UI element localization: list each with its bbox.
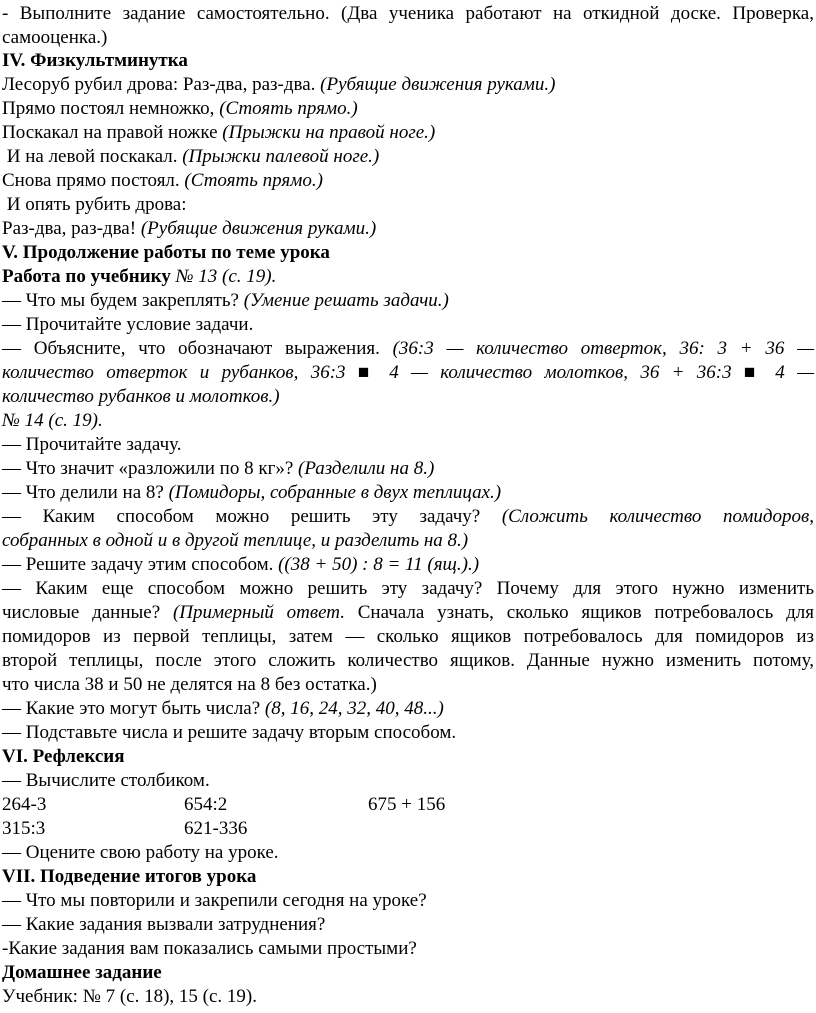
line-text: — Подставьте числа и решите задачу вторым способом. bbox=[2, 722, 457, 743]
calc-expression: 315:3 bbox=[2, 818, 46, 839]
line-text: И опять рубить дрова: bbox=[2, 194, 187, 215]
text-line bbox=[2, 505, 814, 529]
italic-text: (Стоять прямо.) bbox=[184, 170, 323, 191]
line-text: -Какие задания вам показались самыми простыми? bbox=[2, 938, 417, 959]
calc-expression: 264-3 bbox=[2, 794, 47, 815]
line-text: — Решите задачу этим способом. bbox=[2, 554, 279, 575]
heading-text: VII. Подведение итогов урока bbox=[2, 866, 257, 887]
italic-text: (Разделили на 8.) bbox=[298, 458, 435, 479]
italic-text: (Рубящие движения руками.) bbox=[320, 74, 556, 95]
line-text: Прямо постоял немножко, bbox=[2, 98, 220, 119]
text-line bbox=[2, 913, 814, 937]
text-line bbox=[2, 937, 814, 961]
line-text: — Объясните, что обозначают выражения. bbox=[2, 338, 393, 359]
calc-expression: 675 + 156 bbox=[368, 794, 446, 815]
calc-expression: 654:2 bbox=[184, 794, 228, 815]
text-line bbox=[2, 289, 814, 313]
heading-text: IV. Физкультминутка bbox=[2, 50, 188, 71]
italic-text: количество рубанков и молотков.) bbox=[2, 386, 280, 407]
section-heading-v bbox=[2, 241, 814, 265]
text-line bbox=[2, 97, 814, 121]
text-line bbox=[2, 409, 814, 433]
italic-text: (Примерный ответ. bbox=[172, 602, 345, 623]
text-line bbox=[2, 673, 814, 697]
text-line bbox=[2, 73, 814, 97]
line-text: — Каким способом можно решить эту задачу? bbox=[2, 506, 502, 527]
line-text: Снова прямо постоял. bbox=[2, 170, 185, 191]
homework-heading bbox=[2, 961, 814, 985]
line-text: — Прочитайте задачу. bbox=[2, 434, 182, 455]
text-line bbox=[2, 361, 814, 385]
heading-text: V. Продолжение работы по теме урока bbox=[2, 242, 330, 263]
line-text: второй теплицы, после этого сложить количество ящиков. Данные нужно изменить потому, bbox=[2, 650, 814, 671]
line-text: Поскакал на правой ножке bbox=[2, 122, 223, 143]
text-line bbox=[2, 313, 814, 337]
text-line bbox=[2, 2, 814, 26]
line-text: помидоров из первой теплицы, затем — сколько ящиков потребовалось для помидоров из bbox=[2, 626, 814, 647]
text-line bbox=[2, 26, 814, 50]
text-line bbox=[2, 433, 814, 457]
text-line bbox=[2, 577, 814, 601]
calc-expression: 621-336 bbox=[184, 818, 248, 839]
line-text: Учебник: № 7 (с. 18), 15 (с. 19). bbox=[2, 986, 258, 1007]
text-line bbox=[2, 841, 814, 865]
text-line bbox=[2, 457, 814, 481]
italic-text: № 13 (с. 19). bbox=[170, 266, 277, 287]
text-line bbox=[2, 697, 814, 721]
italic-text: (Прыжки на правой ноге.) bbox=[222, 122, 436, 143]
italic-text: ((38 + 50) : 8 = 11 (ящ.).) bbox=[278, 554, 480, 575]
line-text: — Что значит «разложили по 8 кг»? bbox=[2, 458, 299, 479]
section-heading-iv bbox=[2, 49, 814, 73]
text-line bbox=[2, 601, 814, 625]
text-line bbox=[2, 553, 814, 577]
calc-row bbox=[2, 817, 814, 841]
italic-text: количество отверток и рубанков, 36:3 ■ 4 — количество молотков, 36 + 36:3 ■ 4 — bbox=[2, 362, 814, 383]
line-text: самооценка.) bbox=[2, 27, 108, 48]
heading-text: VI. Рефлексия bbox=[2, 746, 125, 767]
text-line bbox=[2, 193, 814, 217]
line-text: числовые данные? bbox=[2, 602, 173, 623]
text-line bbox=[2, 721, 814, 745]
text-line bbox=[2, 217, 814, 241]
text-line bbox=[2, 529, 814, 553]
heading-text: Домашнее задание bbox=[2, 962, 162, 983]
italic-text: (Прыжки палевой ноге.) bbox=[182, 146, 380, 167]
line-text: — Каким еще способом можно решить эту задачу? Почему для этого нужно изменить bbox=[2, 578, 814, 599]
text-line bbox=[2, 625, 814, 649]
line-text: Сначала узнать, сколько ящиков потребовалось для bbox=[344, 602, 814, 623]
line-text: Раз-два, раз-два! bbox=[2, 218, 141, 239]
italic-text: (Помидоры, собранные в двух теплицах.) bbox=[168, 482, 502, 503]
line-text: Лесоруб рубил дрова: Раз-два, раз-два. bbox=[2, 74, 321, 95]
calc-row bbox=[2, 793, 814, 817]
text-line bbox=[2, 169, 814, 193]
text-line bbox=[2, 889, 814, 913]
italic-text: (Рубящие движения руками.) bbox=[140, 218, 377, 239]
line-text: — Что мы будем закреплять? bbox=[2, 290, 244, 311]
italic-text: (Умение решать задачи.) bbox=[243, 290, 449, 311]
line-text: И на левой поскакал. bbox=[2, 146, 183, 167]
section-heading-vi bbox=[2, 745, 814, 769]
text-line bbox=[2, 385, 814, 409]
italic-text: (Стоять прямо.) bbox=[219, 98, 358, 119]
italic-text: (36:3 — количество отверток, 36: 3 + 36 — bbox=[392, 338, 814, 359]
line-text: — Оцените свою работу на уроке. bbox=[2, 842, 279, 863]
text-line bbox=[2, 145, 814, 169]
text-line bbox=[2, 265, 814, 289]
text-line bbox=[2, 649, 814, 673]
italic-text: собранных в одной и в другой теплице, и разделить на 8.) bbox=[2, 530, 469, 551]
line-text: — Какие это могут быть числа? bbox=[2, 698, 265, 719]
line-text: — Какие задания вызвали затруднения? bbox=[2, 914, 326, 935]
line-text: - Выполните задание самостоятельно. (Два ученика работают на откидной доске. Проверка, bbox=[2, 3, 814, 24]
section-heading-vii bbox=[2, 865, 814, 889]
line-text: что числа 38 и 50 не делятся на 8 без остатка.) bbox=[2, 674, 377, 695]
text-line bbox=[2, 985, 814, 1009]
text-line bbox=[2, 769, 814, 793]
italic-text: № 14 (с. 19). bbox=[2, 410, 103, 431]
line-text: — Прочитайте условие задачи. bbox=[2, 314, 254, 335]
italic-text: (Сложить количество помидоров, bbox=[501, 506, 814, 527]
italic-text: (8, 16, 24, 32, 40, 48...) bbox=[264, 698, 444, 719]
text-line bbox=[2, 481, 814, 505]
text-line bbox=[2, 337, 814, 361]
line-text: — Что мы повторили и закрепили сегодня на уроке? bbox=[2, 890, 427, 911]
line-text: — Вычислите столбиком. bbox=[2, 770, 210, 791]
bold-text: Работа по учебнику bbox=[2, 266, 171, 287]
line-text: — Что делили на 8? bbox=[2, 482, 169, 503]
text-line bbox=[2, 121, 814, 145]
